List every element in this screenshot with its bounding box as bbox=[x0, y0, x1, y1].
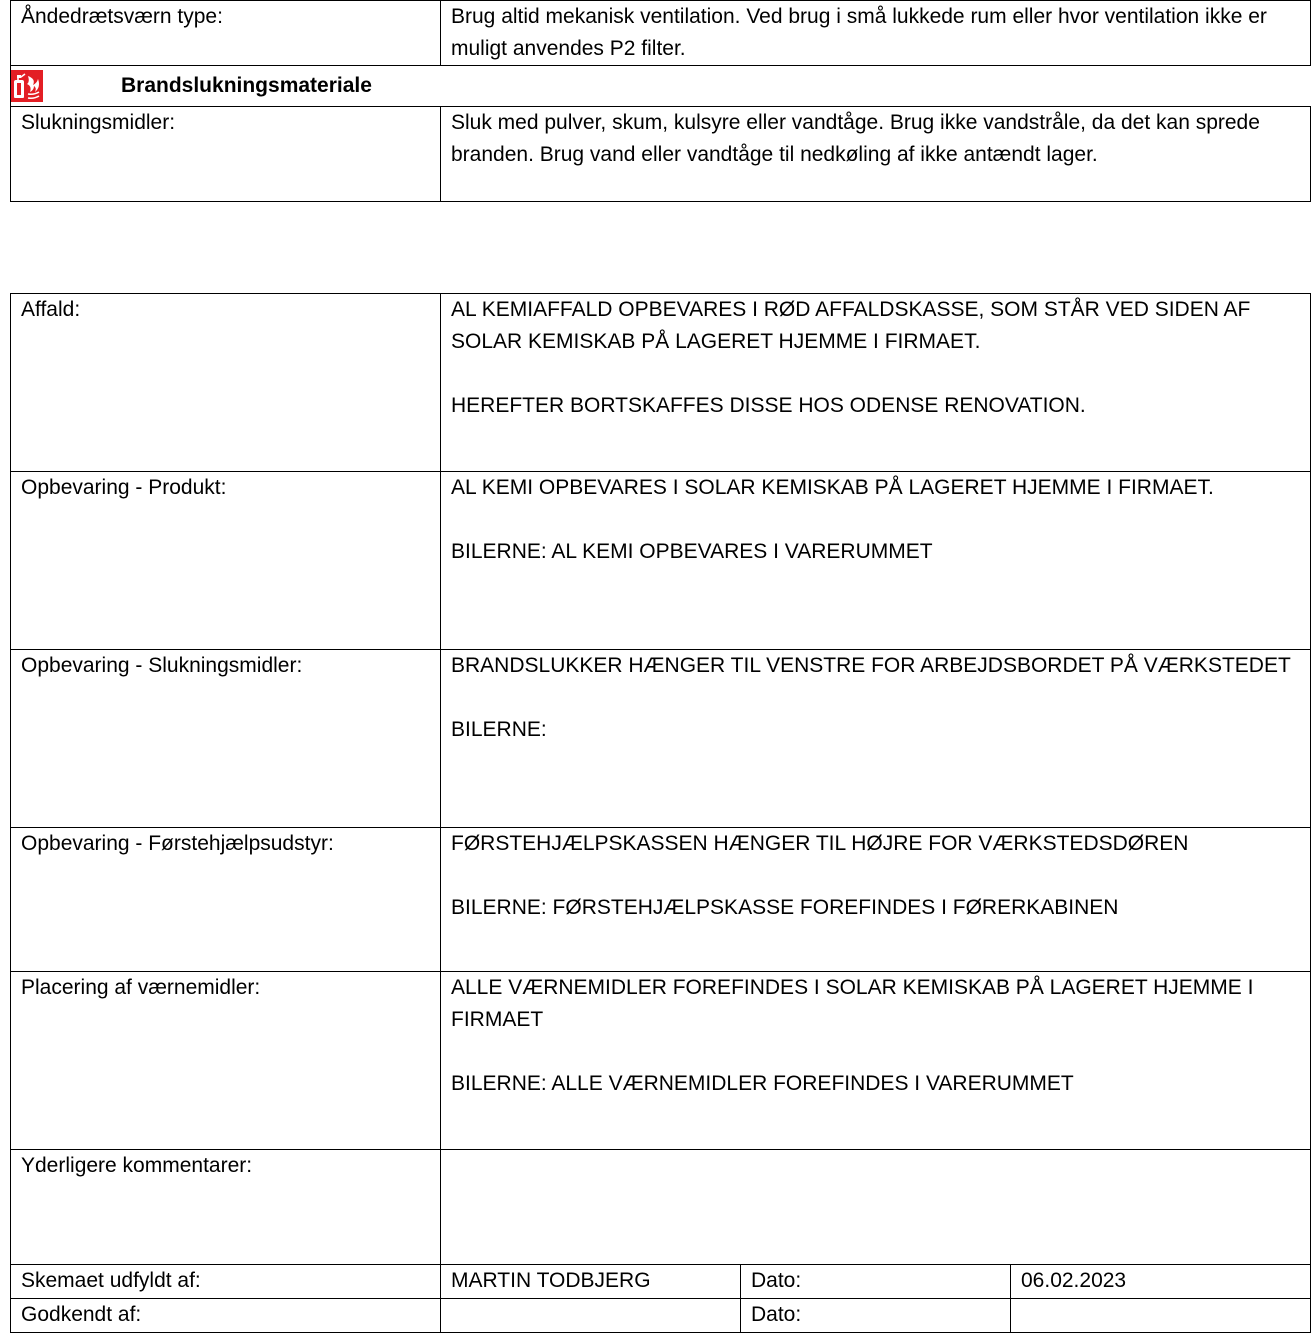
table-row bbox=[11, 294, 1311, 472]
date-label: Dato: bbox=[741, 1265, 1011, 1299]
filled-by-value: MARTIN TODBJERG bbox=[441, 1265, 741, 1299]
respirator-value: Brug altid mekanisk ventilation. Ved brug i små lukkede rum eller hvor ventilation ikke er muligt anvendes P2 filter. bbox=[441, 1, 1311, 66]
approval-date-label: Dato: bbox=[741, 1299, 1011, 1333]
table-row bbox=[11, 1150, 1311, 1265]
table-row bbox=[11, 972, 1311, 1150]
waste-paragraph-1: AL KEMIAFFALD OPBEVARES I RØD AFFALDSKASSE, SOM STÅR VED SIDEN AF SOLAR KEMISKAB PÅ LAGERET HJEMME I FIRMAET. bbox=[451, 298, 1251, 353]
table-row bbox=[11, 828, 1311, 972]
storage-product-paragraph-2: BILERNE: AL KEMI OPBEVARES I VARERUMMET bbox=[451, 540, 933, 563]
filled-by-label: Skemaet udfyldt af: bbox=[11, 1265, 441, 1299]
storage-product-value bbox=[441, 472, 1311, 650]
extinguishing-agents-row bbox=[11, 107, 1311, 202]
ppe-placement-label: Placering af værnemidler: bbox=[11, 972, 441, 1150]
storage-first-aid-value bbox=[441, 828, 1311, 972]
extinguishing-agents-label: Slukningsmidler: bbox=[11, 107, 441, 202]
table-row bbox=[11, 472, 1311, 650]
waste-paragraph-2: HEREFTER BORTSKAFFES DISSE HOS ODENSE RENOVATION. bbox=[451, 394, 1086, 417]
additional-comments-label: Yderligere kommentarer: bbox=[11, 1150, 441, 1265]
additional-comments-value bbox=[441, 1150, 1311, 1265]
table-row bbox=[11, 650, 1311, 828]
storage-first-aid-paragraph-2: BILERNE: FØRSTEHJÆLPSKASSE FOREFINDES I FØRERKABINEN bbox=[451, 896, 1119, 919]
storage-product-label: Opbevaring - Produkt: bbox=[11, 472, 441, 650]
storage-first-aid-paragraph-1: FØRSTEHJÆLPSKASSEN HÆNGER TIL HØJRE FOR VÆRKSTEDSDØREN bbox=[451, 832, 1189, 855]
fire-section-header bbox=[11, 66, 1311, 107]
respirator-label: Åndedrætsværn type: bbox=[11, 1, 441, 66]
date-value: 06.02.2023 bbox=[1011, 1265, 1311, 1299]
approval-date-value bbox=[1011, 1299, 1311, 1333]
respirator-row bbox=[11, 1, 1311, 66]
ppe-placement-paragraph-1: ALLE VÆRNEMIDLER FOREFINDES I SOLAR KEMISKAB PÅ LAGERET HJEMME I FIRMAET bbox=[451, 976, 1254, 1031]
waste-value bbox=[441, 294, 1311, 472]
storage-first-aid-label: Opbevaring - Førstehjælpsudstyr: bbox=[11, 828, 441, 972]
approved-by-row bbox=[11, 1299, 1311, 1333]
waste-label: Affald: bbox=[11, 294, 441, 472]
extinguishing-agents-value: Sluk med pulver, skum, kulsyre eller vandtåge. Brug ikke vandstråle, da det kan sprede branden. Brug vand eller vandtåge til nedkøling af ikke antændt lager. bbox=[441, 107, 1311, 202]
fire-section-title: Brandslukningsmateriale bbox=[121, 74, 372, 97]
approved-by-value bbox=[441, 1299, 741, 1333]
fire-extinguisher-icon bbox=[11, 70, 43, 102]
storage-product-paragraph-1: AL KEMI OPBEVARES I SOLAR KEMISKAB PÅ LAGERET HJEMME I FIRMAET. bbox=[451, 476, 1214, 499]
storage-extinguishers-value bbox=[441, 650, 1311, 828]
storage-extinguishers-paragraph-2: BILERNE: bbox=[451, 718, 547, 741]
storage-disposal-table bbox=[10, 293, 1311, 1333]
filled-by-row bbox=[11, 1265, 1311, 1299]
storage-extinguishers-paragraph-1: BRANDSLUKKER HÆNGER TIL VENSTRE FOR ARBEJDSBORDET PÅ VÆRKSTEDET bbox=[451, 654, 1291, 677]
ppe-placement-paragraph-2: BILERNE: ALLE VÆRNEMIDLER FOREFINDES I VARERUMMET bbox=[451, 1072, 1074, 1095]
ppe-placement-value bbox=[441, 972, 1311, 1150]
ppe-fire-table bbox=[10, 0, 1311, 202]
storage-extinguishers-label: Opbevaring - Slukningsmidler: bbox=[11, 650, 441, 828]
approved-by-label: Godkendt af: bbox=[11, 1299, 441, 1333]
